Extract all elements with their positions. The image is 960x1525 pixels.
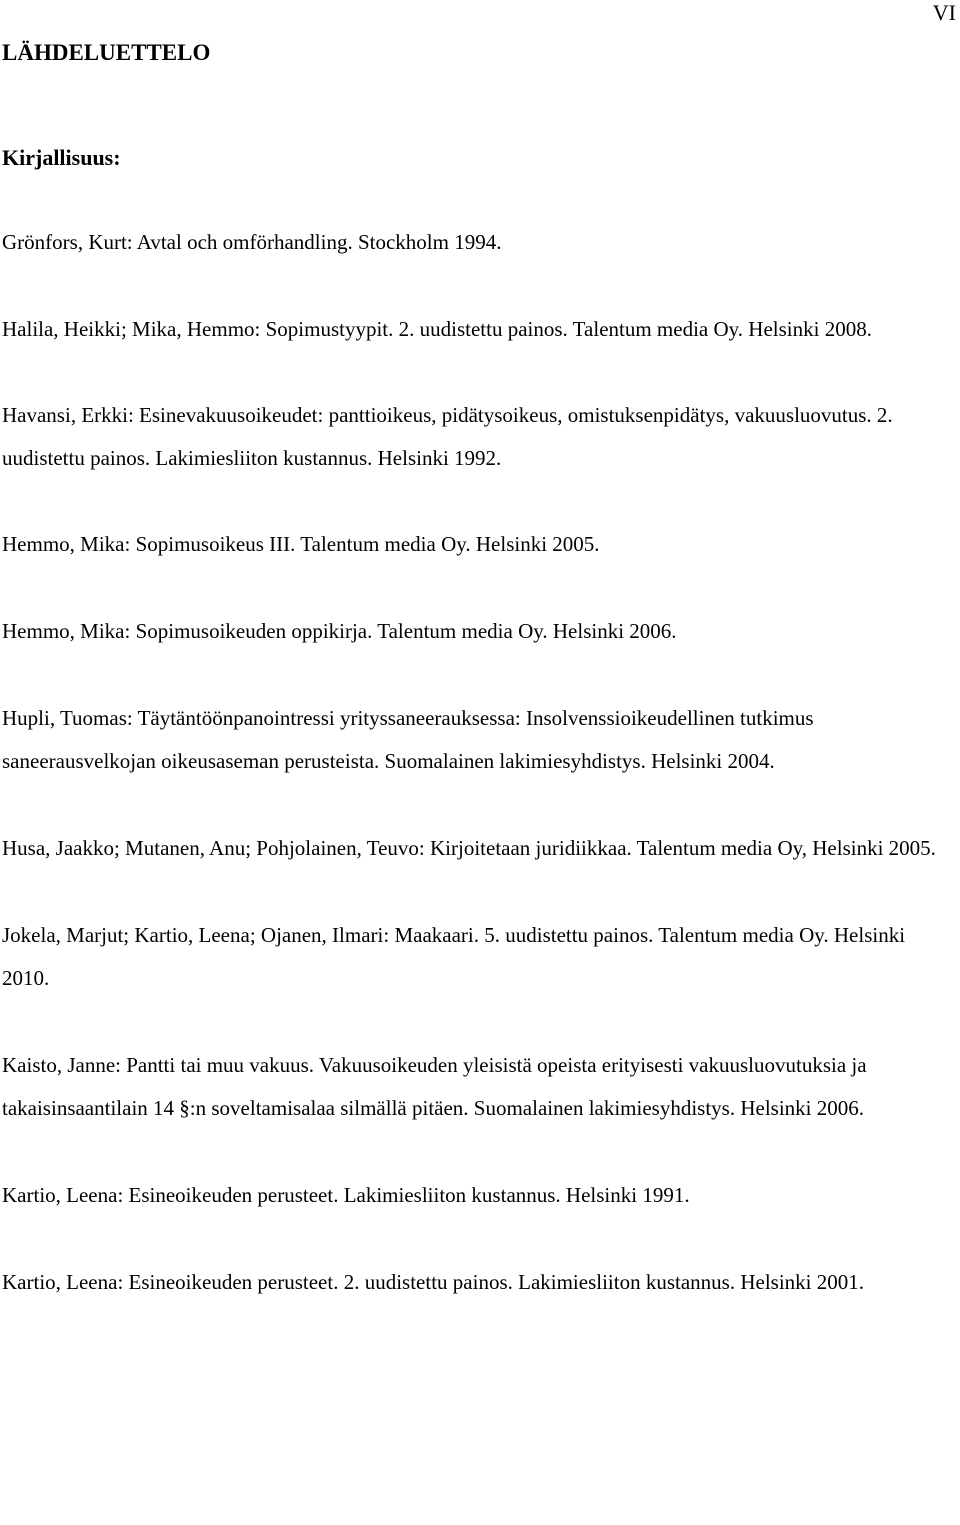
reference-list: [2, 221, 954, 1348]
page-number: VI: [932, 0, 956, 25]
reference-entry: Husa, Jaakko; Mutanen, Anu; Pohjolainen, Teuvo: Kirjoitetaan juridiikkaa. Talentum media Oy, Helsinki 2005.: [2, 836, 936, 860]
reference-entry: Hupli, Tuomas: Täytäntöönpanointressi yrityssaneerauksessa: Insolvenssioikeudellinen tutkimus saneerausvelkojan oikeusaseman perusteista. Suomalainen lakimiesyhdistys. Helsinki 2004.: [2, 706, 814, 773]
reference-entry: Jokela, Marjut; Kartio, Leena; Ojanen, Ilmari: Maakaari. 5. uudistettu painos. Talentum media Oy. Helsinki 2010.: [2, 923, 906, 990]
document-title: LÄHDELUETTELO: [2, 40, 211, 65]
section-heading-literature: Kirjallisuus:: [2, 145, 121, 170]
reference-entry: Hemmo, Mika: Sopimusoikeuden oppikirja. Talentum media Oy. Helsinki 2006.: [2, 619, 677, 643]
reference-entry: Havansi, Erkki: Esinevakuusoikeudet: panttioikeus, pidätysoikeus, omistuksenpidätys, vakuusluovutus. 2. uudistettu painos. Lakimiesliiton kustannus. Helsinki 1992.: [2, 403, 893, 470]
reference-entry: Kaisto, Janne: Pantti tai muu vakuus. Vakuusoikeuden yleisistä opeista erityisesti vakuusluovutuksia ja takaisinsaantilain 14 §:n soveltamisalaa silmällä pitäen. Suomalainen lakimiesyhdistys. Helsinki 2006.: [2, 1053, 867, 1120]
reference-entry: Halila, Heikki; Mika, Hemmo: Sopimustyypit. 2. uudistettu painos. Talentum media Oy. Helsinki 2008.: [2, 317, 872, 341]
reference-entry: Hemmo, Mika: Sopimusoikeus III. Talentum media Oy. Helsinki 2005.: [2, 532, 600, 556]
reference-entry: Grönfors, Kurt: Avtal och omförhandling. Stockholm 1994.: [2, 230, 502, 254]
reference-entry: Kartio, Leena: Esineoikeuden perusteet. 2. uudistettu painos. Lakimiesliiton kustannus. Helsinki 2001.: [2, 1270, 865, 1294]
reference-entry: Kartio, Leena: Esineoikeuden perusteet. Lakimiesliiton kustannus. Helsinki 1991.: [2, 1183, 690, 1207]
